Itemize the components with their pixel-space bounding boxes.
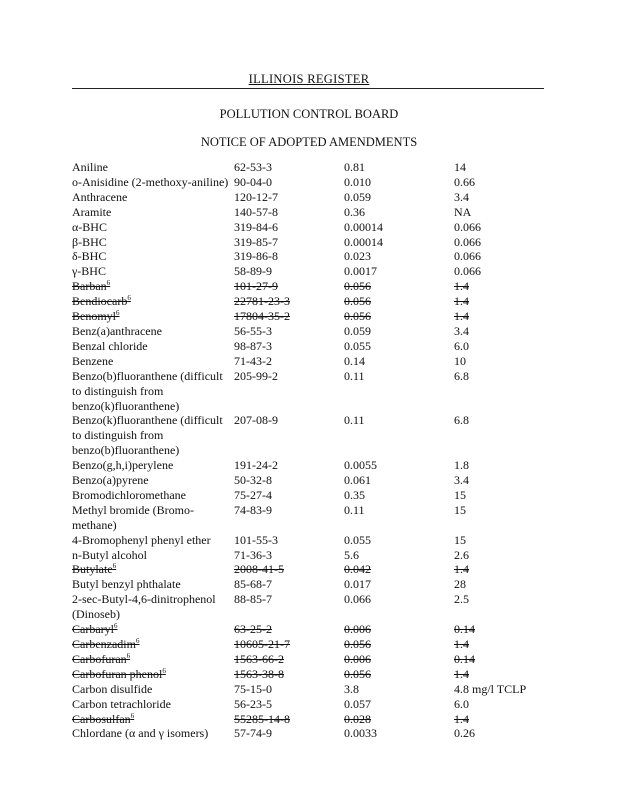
wastewater-standard: 0.056 [344,279,371,294]
cas-number: 319-84-6 [234,219,278,234]
nonwastewater-standard: 1.4 [454,666,469,681]
wastewater-standard: 0.81 [344,160,365,174]
cas-number: 56-55-3 [234,323,272,338]
wastewater-standard: 0.056 [344,294,371,309]
nonwastewater-standard: 0.066 [454,264,481,279]
constituent-name: Benzo(a)pyrene [72,473,149,488]
wastewater-standard: 0.0055 [344,458,377,473]
constituent-name: Carbenzadim$^6$ [72,637,140,651]
nonwastewater-standard: 6.0 [454,338,469,353]
wastewater-standard: 0.0033 [344,726,377,741]
wastewater-standard: 0.059 [344,189,371,204]
wastewater-standard: 3.8 [344,681,359,696]
cas-number: 56-23-5 [234,696,272,711]
nonwastewater-standard: 1.4 [454,294,469,309]
footnote-marker: 6 [112,562,117,571]
table-row [72,354,572,369]
nonwastewater-standard: 6.0 [454,696,469,711]
cas-number: 319-85-7 [234,234,278,249]
table-row [72,548,572,563]
nonwastewater-standard: 14 [454,160,466,174]
constituent-name: Benzal chloride [72,338,148,353]
nonwastewater-standard: 28 [454,577,466,592]
nonwastewater-standard: 1.8 [454,458,469,473]
nonwastewater-standard: 15 [454,487,466,502]
table-row [72,503,572,533]
nonwastewater-standard: 15 [454,532,466,547]
wastewater-standard: 0.055 [344,338,371,353]
nonwastewater-standard: 0.26 [454,726,475,741]
table-row [72,533,572,548]
wastewater-standard: 0.057 [344,696,371,711]
cas-number: 75-27-4 [234,487,272,502]
constituent-name: Chlordane (α and γ isomers) [72,726,209,741]
nonwastewater-standard: NA [454,204,472,219]
wastewater-standard: 0.055 [344,532,371,547]
cas-number: 140-57-8 [234,204,278,219]
nonwastewater-standard: 0.066 [454,234,481,249]
table-row [72,249,572,264]
cas-number: 17804-35-2 [234,309,290,324]
cas-number: 58-89-9 [234,264,272,279]
wastewater-standard: 0.010 [344,174,371,189]
footnote-marker: 6 [113,622,118,631]
wastewater-standard: 0.017 [344,577,371,592]
wastewater-standard: 0.056 [344,637,371,651]
wastewater-standard: 0.11 [344,413,365,428]
constituent-name: Carbon tetrachloride [72,696,171,711]
table-row [72,220,572,235]
nonwastewater-standard: 3.4 [454,473,469,488]
wastewater-standard: 0.11 [344,502,365,517]
cas-number: 205-99-2 [234,368,278,383]
constituent-name: Benzene [72,353,114,368]
constituent-name: Benzo(b)fluoranthene (difficult to distinguish from benzo(k)fluoranthene) [72,368,223,413]
header-rule [72,88,544,89]
cas-number: 2008-41-5 [234,562,284,577]
nonwastewater-standard: 6.8 [454,368,469,383]
constituent-name: o-Anisidine (2-methoxy-aniline) [72,174,229,189]
wastewater-standard: 5.6 [344,547,359,562]
footnote-marker: 6 [116,309,120,318]
nonwastewater-standard: 2.5 [454,592,469,607]
constituent-name: Butyl benzyl phthalate [72,577,181,592]
nonwastewater-standard: 6.8 [454,413,469,428]
table-row [72,264,572,279]
wastewater-standard: 0.023 [344,249,371,264]
wastewater-standard: 0.061 [344,473,371,488]
cas-number: 90-04-0 [234,174,272,189]
nonwastewater-standard: 10 [454,353,466,368]
cas-number: 98-87-3 [234,338,272,353]
constituent-name: Anthracene [72,189,128,204]
nonwastewater-standard: 1.4 [454,562,469,577]
table-row [72,592,572,622]
wastewater-standard: 0.059 [344,323,371,338]
constituent-name: β-BHC [72,234,107,249]
constituent-name: Benomyl$^6$ [72,309,120,324]
register-title: ILLINOIS REGISTER [248,72,370,86]
nonwastewater-standard: 15 [454,502,466,517]
cas-number: 22781-23-3 [234,294,290,309]
wastewater-standard: 0.11 [344,368,365,383]
nonwastewater-standard: 1.4 [454,279,469,294]
table-row [72,309,572,324]
constituent-name: δ-BHC [72,249,107,264]
wastewater-standard: 0.35 [344,487,365,502]
nonwastewater-standard: 1.4 [454,309,469,324]
constituent-name: Carbon disulfide [72,681,153,696]
wastewater-standard: 0.066 [344,592,371,607]
table-row [72,324,572,339]
cas-number: 88-85-7 [234,592,272,607]
nonwastewater-standard: 0.066 [454,219,481,234]
constituent-name: Carbaryl$^6$ [72,622,118,637]
nonwastewater-standard: 3.4 [454,323,469,338]
nonwastewater-standard: 0.066 [454,249,481,264]
footnote-marker: 6 [162,666,166,675]
table-row [72,577,572,592]
constituent-name: Bromodichloromethane [72,487,186,502]
cas-number: 74-83-9 [234,502,272,517]
cas-number: 57-74-9 [234,726,272,741]
wastewater-standard: 0.0017 [344,264,377,279]
nonwastewater-standard: 4.8 mg/l TCLP [454,681,527,696]
table-row [72,175,572,190]
table-row [72,652,572,667]
nonwastewater-standard: 2.6 [454,547,469,562]
cas-number: 62-53-3 [234,160,272,174]
nonwastewater-standard: 0.66 [454,174,475,189]
table-row [72,339,572,354]
footnote-marker: 6 [127,294,131,303]
constituent-name: Benzo(k)fluoranthene (difficult to distinguish from benzo(b)fluoranthene) [72,413,223,458]
table-row [72,160,572,175]
constituent-name: 4-Bromophenyl phenyl ether [72,532,211,547]
cas-number: 75-15-0 [234,681,272,696]
table-row [72,488,572,503]
nonwastewater-standard: 3.4 [454,189,469,204]
nonwastewater-standard: 0.14 [454,622,475,637]
constituent-name: Carbofuran$^6$ [72,651,131,666]
cas-number: 120-12-7 [234,189,278,204]
constituent-name: Benz(a)anthracene [72,323,162,338]
table-row [72,190,572,205]
constituent-name: γ-BHC [72,264,106,279]
wastewater-standard: 0.00014 [344,219,383,234]
cas-number: 207-08-9 [234,413,278,428]
table-row [72,697,572,712]
cas-number: 71-43-2 [234,353,272,368]
footnote-marker: 6 [130,711,135,720]
constituent-name: Benzo(g,h,i)perylene [72,458,174,473]
table-row [72,413,572,458]
wastewater-standard: 0.14 [344,353,365,368]
table-row [72,682,572,697]
constituent-name: 2-sec-Butyl-4,6-dinitrophenol (Dinoseb) [72,592,216,622]
cas-number: 101-27-9 [234,279,278,294]
notice-title: NOTICE OF ADOPTED AMENDMENTS [200,135,418,149]
wastewater-standard: 0.006 [344,622,371,637]
constituent-name: n-Butyl alcohol [72,547,147,562]
wastewater-standard: 0.00014 [344,234,383,249]
wastewater-standard: 0.042 [344,562,371,577]
cas-number: 319-86-8 [234,249,278,264]
table-row [72,473,572,488]
table-row [72,637,572,652]
constituent-name: Aramite [72,204,112,219]
cas-number: 1563-38-8 [234,666,284,681]
table-row [72,726,572,741]
wastewater-standard: 0.36 [344,204,365,219]
cas-number: 1563-66-2 [234,651,284,666]
table-row [72,562,572,577]
board-name: POLLUTION CONTROL BOARD [219,107,399,121]
table-row [72,712,572,727]
table-row [72,205,572,220]
cas-number: 63-25-2 [234,622,272,637]
cas-number: 71-36-3 [234,547,272,562]
nonwastewater-standard: 1.4 [454,711,469,726]
nonwastewater-standard: 0.14 [454,651,475,666]
nonwastewater-standard: 1.4 [454,637,469,651]
constituent-name: Aniline [72,160,108,174]
wastewater-standard: 0.056 [344,666,371,681]
constituent-table [72,160,572,741]
cas-number: 55285-14-8 [234,711,290,726]
cas-number: 85-68-7 [234,577,272,592]
constituent-name: Methyl bromide (Bromo-methane) [72,502,194,532]
table-row [72,667,572,682]
constituent-name: Bendiocarb$^6$ [72,294,131,309]
constituent-name: Carbofuran phenol$^6$ [72,666,166,681]
constituent-name: Carbosulfan$^6$ [72,711,135,726]
table-row [72,279,572,294]
wastewater-standard: 0.028 [344,711,371,726]
constituent-name: Butylate$^6$ [72,562,117,577]
table-row [72,622,572,637]
cas-number: 10605-21-7 [234,637,290,651]
cas-number: 50-32-8 [234,473,272,488]
constituent-name: Barban$^6$ [72,279,111,294]
constituent-name: α-BHC [72,219,107,234]
table-row [72,458,572,473]
cas-number: 101-55-3 [234,532,278,547]
table-row [72,235,572,250]
footnote-marker: 6 [106,279,111,288]
wastewater-standard: 0.006 [344,651,371,666]
cas-number: 191-24-2 [234,458,278,473]
table-row [72,369,572,414]
wastewater-standard: 0.056 [344,309,371,324]
table-row [72,294,572,309]
footnote-marker: 6 [135,637,140,645]
footnote-marker: 6 [126,651,131,660]
